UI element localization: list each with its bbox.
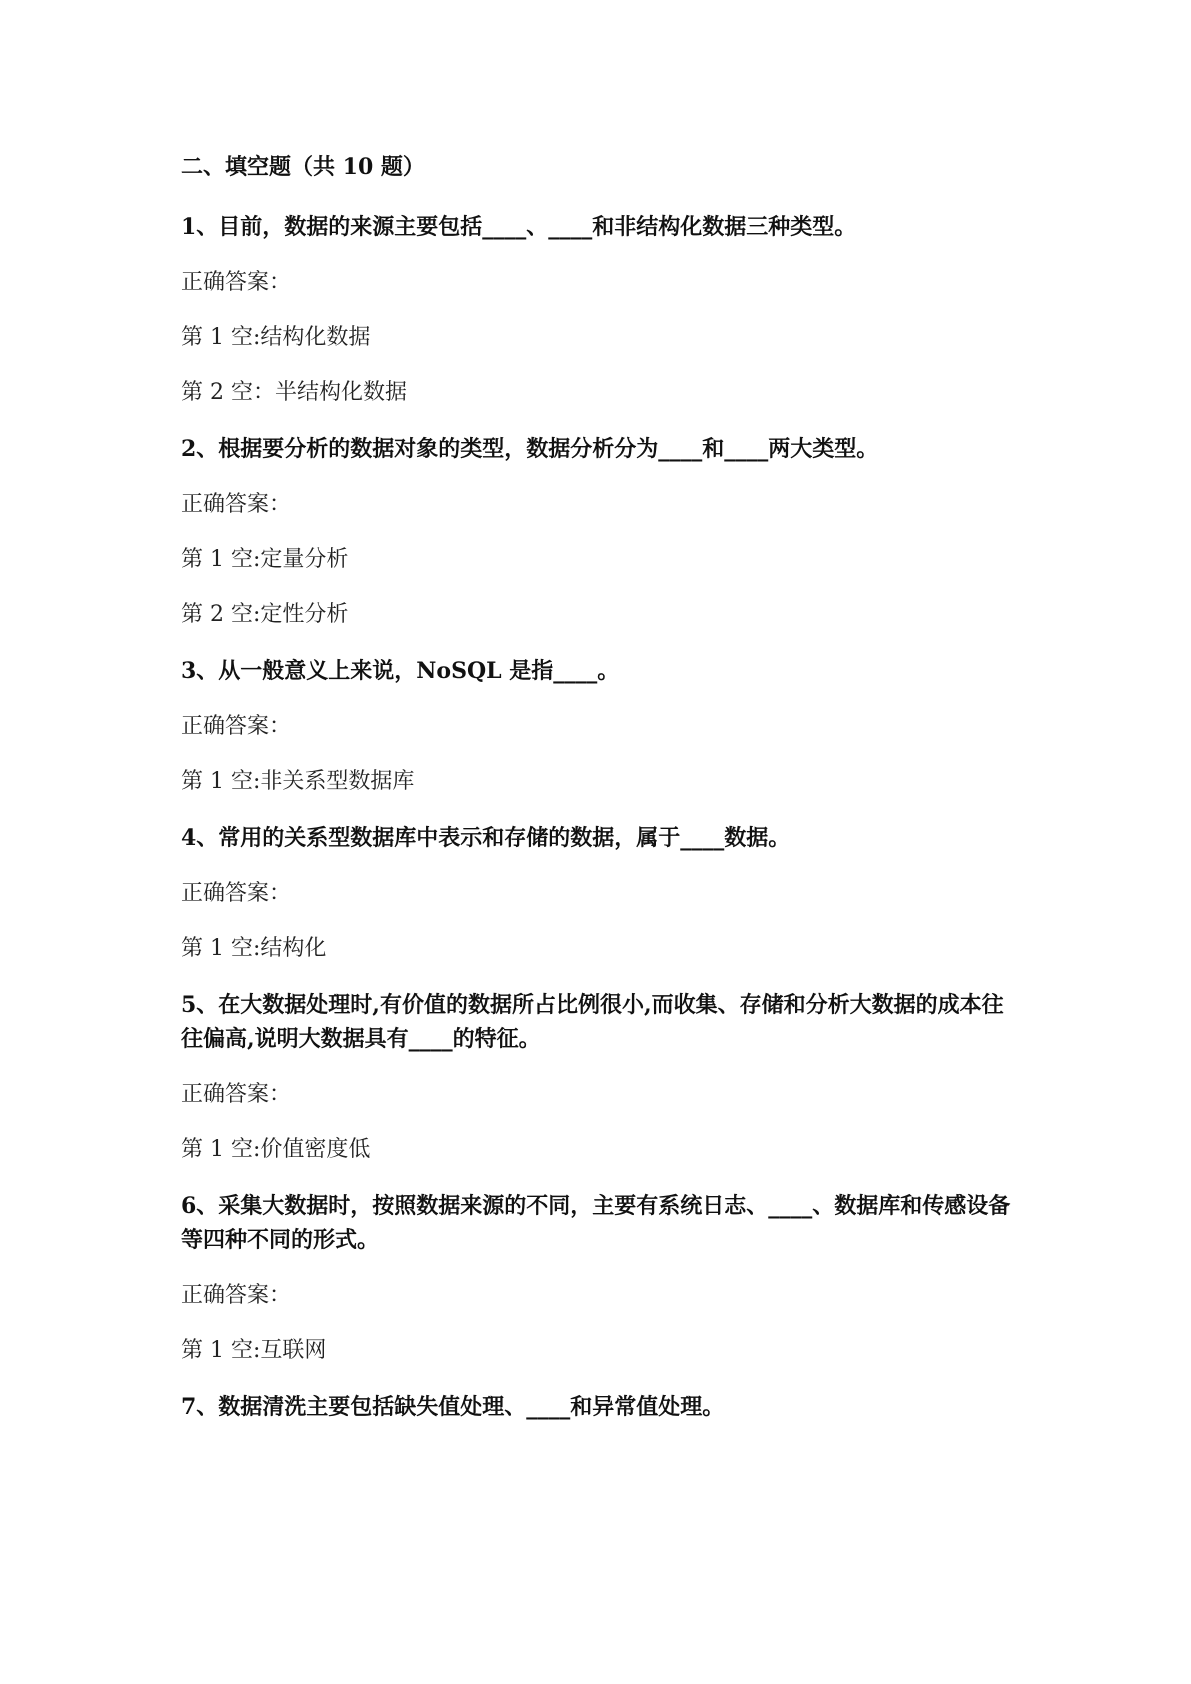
question-text: 7、数据清洗主要包括缺失值处理、____和异常值处理。	[181, 1394, 725, 1420]
question-7	[181, 1390, 1021, 1424]
answer-line: 第 1 空:非关系型数据库	[181, 769, 415, 794]
answer-line: 第 1 空:价值密度低	[181, 1137, 371, 1162]
section-title: 二、填空题（共 10 题）	[181, 154, 425, 180]
question-2	[181, 432, 1021, 632]
question-text: 5、在大数据处理时,有价值的数据所占比例很小,而收集、存储和分析大数据的成本往往偏高,说明大数据具有____的特征。	[181, 992, 1004, 1052]
answer-label: 正确答案：	[181, 1082, 292, 1107]
question-text: 6、采集大数据时，按照数据来源的不同，主要有系统日志、____、数据库和传感设备等四种不同的形式。	[181, 1193, 1011, 1253]
answer-line: 第 1 空:定量分析	[181, 547, 349, 572]
answer-line: 第 1 空:结构化数据	[181, 325, 371, 350]
question-text: 3、从一般意义上来说，NoSQL 是指____。	[181, 658, 620, 684]
answer-label: 正确答案：	[181, 492, 292, 517]
question-text: 2、根据要分析的数据对象的类型，数据分析分为____和____两大类型。	[181, 436, 879, 462]
document-content	[181, 150, 1021, 1446]
question-4	[181, 821, 1021, 966]
question-text: 4、常用的关系型数据库中表示和存储的数据，属于____数据。	[181, 825, 791, 851]
answer-label: 正确答案：	[181, 714, 292, 739]
answer-label: 正确答案：	[181, 1283, 292, 1308]
answer-label: 正确答案：	[181, 270, 292, 295]
question-3	[181, 654, 1021, 799]
answer-label: 正确答案：	[181, 881, 292, 906]
answer-line: 第 1 空:互联网	[181, 1338, 327, 1363]
question-text: 1、目前，数据的来源主要包括____、____和非结构化数据三种类型。	[181, 214, 857, 240]
answer-line: 第 1 空:结构化	[181, 936, 327, 961]
answer-line: 第 2 空：半结构化数据	[181, 380, 407, 405]
answer-line: 第 2 空:定性分析	[181, 602, 349, 627]
question-6	[181, 1189, 1021, 1368]
question-5	[181, 988, 1021, 1167]
question-1	[181, 210, 1021, 410]
